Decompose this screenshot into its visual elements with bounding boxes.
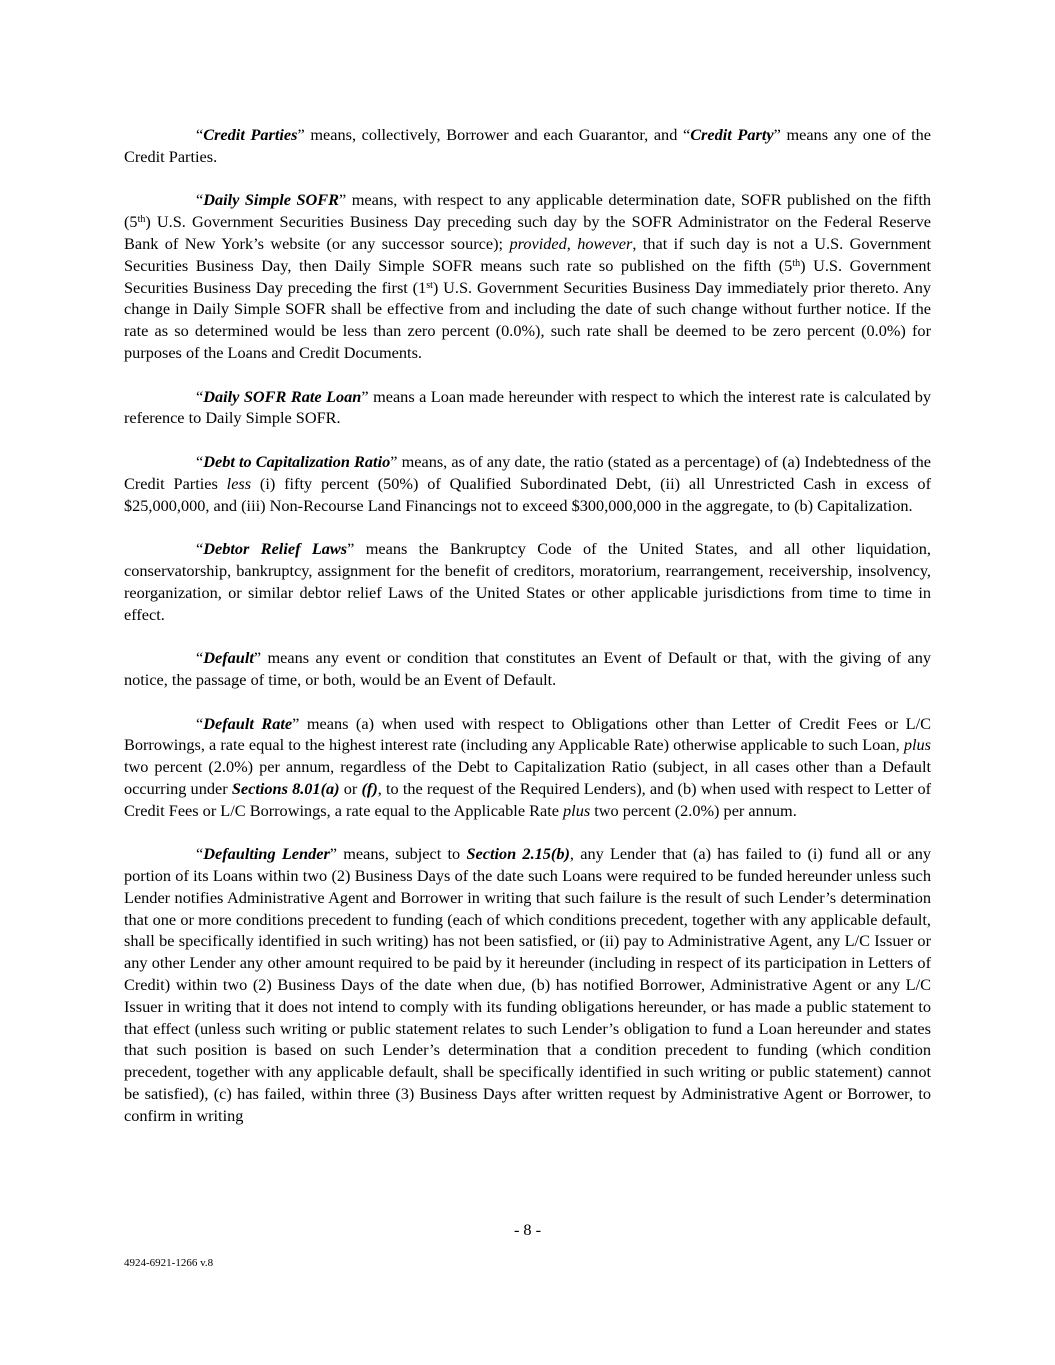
ordinal-superscript: th [137,214,146,226]
italic-run: plus [903,735,931,755]
text-run: “ [196,844,204,864]
defined-term: Debt to Capitalization Ratio [203,451,391,471]
text-run: “ [196,190,204,210]
text-run: ” means any event or condition that constitutes an Event of Default or that, with the giving of any notice, the passage of time, or both, would be an Event of Default. [124,648,931,689]
italic-run: however [577,233,633,253]
page-body [124,124,931,1148]
italic-run: provided [509,233,567,253]
text-run: ” means any one of the Credit Parties. [124,125,931,166]
page-number: - 8 - [513,1220,542,1239]
ordinal-superscript: th [792,257,801,269]
defined-term: Sections 8.01(a) [231,778,340,798]
text-run: two percent (2.0%) per annum. [590,800,797,820]
text-run: ” means, as of any date, the ratio (stated as a percentage) of (a) Indebtedness of the Credit Parties [124,451,931,493]
ordinal-superscript: st [426,279,433,291]
text-run: , to the request of the Required Lenders), and (b) when used with respect to Letter of Credit Fees or L/C Borrowings, a rate equal to the Applicable Rate [124,778,932,820]
text-run: “ [196,539,204,559]
definition-debt-to-capitalization-ratio [124,451,931,516]
italic-run: plus [563,800,591,820]
definition-defaulting-lender [124,843,931,1126]
text-run: ” means the Bankruptcy Code of the United States, and all other liquidation, conservatorship, bankruptcy, assignment for the benefit of creditors, moratorium, rearrangement, receivership, insolvency, reorganization, or similar debtor relief Laws of the United States or other applicable jurisdictions from time to time in effect. [124,539,932,624]
text-run: ” means, collectively, Borrower and each Guarantor, and “ [297,125,691,144]
defined-term: Section 2.15(b) [466,844,570,864]
text-run: two percent (2.0%) per annum, regardless of the Debt to Capitalization Ratio (subject, in all cases other than a Default occurring under [124,757,931,798]
italic-run: less [226,473,252,493]
defined-term: Default [203,648,254,668]
text-run: “ [196,451,204,471]
text-run: ) U.S. Government Securities Business Day immediately prior thereto. Any change in Daily Simple SOFR shall be effective from and including the date of such change without further notice. If the rate as so determined would be less than zero percent (0.0%), such rate shall be deemed to be zero percent (0.0%) for purposes of the Loans and Credit Documents. [124,277,932,362]
definition-default-rate [124,713,931,822]
definition-daily-simple-sofr [124,189,931,363]
defined-term: Defaulting Lender [203,844,330,864]
defined-term: Daily SOFR Rate Loan [203,386,362,406]
text-run: ) U.S. Government Securities Business Day preceding such day by the SOFR Administrator on the Federal Reserve Bank of New York’s website (or any successor source); [124,212,931,253]
text-run: (i) fifty percent (50%) of Qualified Subordinated Debt, (ii) all Unrestricted Cash in excess of $25,000,000, and (iii) Non-Recourse Land Financings not to exceed $300,000,000 in the aggregate, to (b) Capitalization. [124,473,931,515]
defined-term: Daily Simple SOFR [203,190,340,210]
text-run: ” means (a) when used with respect to Obligations other than Letter of Credit Fees or L/C Borrowings, a rate equal to the highest interest rate (including any Applicable Rate) otherwise applicable to such Loan, [124,713,931,755]
text-run: “ [196,125,204,144]
text-run: or [339,778,362,798]
text-run: , [566,233,578,253]
text-run: “ [196,648,204,668]
text-run: ” means, with respect to any applicable determination date, SOFR published on the fifth (5 [124,190,931,232]
text-run: “ [196,386,204,406]
defined-term: Debtor Relief Laws [203,539,348,559]
definition-credit-parties [124,124,931,168]
text-run: , any Lender that (a) has failed to (i) fund all or any portion of its Loans within two (2) Business Days of the date such Loans were required to be funded hereunder unless such Lender notifies Administrative Agent and Borrower in writing that such failure is the result of such Lender’s determination that one or more conditions precedent to funding (each of which conditions precedent, together with any applicable default, shall be specifically identified in such writing) has not been satisfied, or (ii) pay to Administrative Agent, any L/C Issuer or any other Lender any other amount required to be paid by it hereunder (including in respect of its participation in Letters of Credit) within two (2) Business Days of the date when due, (b) has notified Borrower, Administrative Agent or any L/C Issuer in writing that it does not intend to comply with its funding obligations hereunder, or has made a public statement to that effect (unless such writing or public statement relates to such Lender’s obligation to fund a Loan hereunder and states that such position is based on such Lender’s determination that a condition precedent to funding (which condition precedent, together with any applicable default, shall be specifically identified in such writing or public statement) cannot be satisfied), (c) has failed, within three (3) Business Days after written request by Administrative Agent or Borrower, to confirm in writing [124,844,932,1125]
defined-term: Credit Parties [203,125,298,144]
definition-default [124,647,931,691]
definition-debtor-relief-laws [124,538,931,625]
text-run: “ [196,713,204,733]
text-run: ) U.S. Government Securities Business Day preceding the first (1 [124,255,931,297]
text-run: , that if such day is not a U.S. Government Securities Business Day, then Daily Simple SOFR means such rate so published on the fifth (5 [124,233,932,275]
defined-term: Default Rate [203,713,293,733]
defined-term: Credit Party [690,125,774,144]
document-id: 4924-6921-1266 v.8 [124,1257,214,1269]
text-run: ” means a Loan made hereunder with respect to which the interest rate is calculated by reference to Daily Simple SOFR. [124,386,932,428]
text-run: ” means, subject to [329,844,467,864]
definition-daily-sofr-rate-loan [124,386,931,430]
defined-term: (f) [361,778,378,798]
